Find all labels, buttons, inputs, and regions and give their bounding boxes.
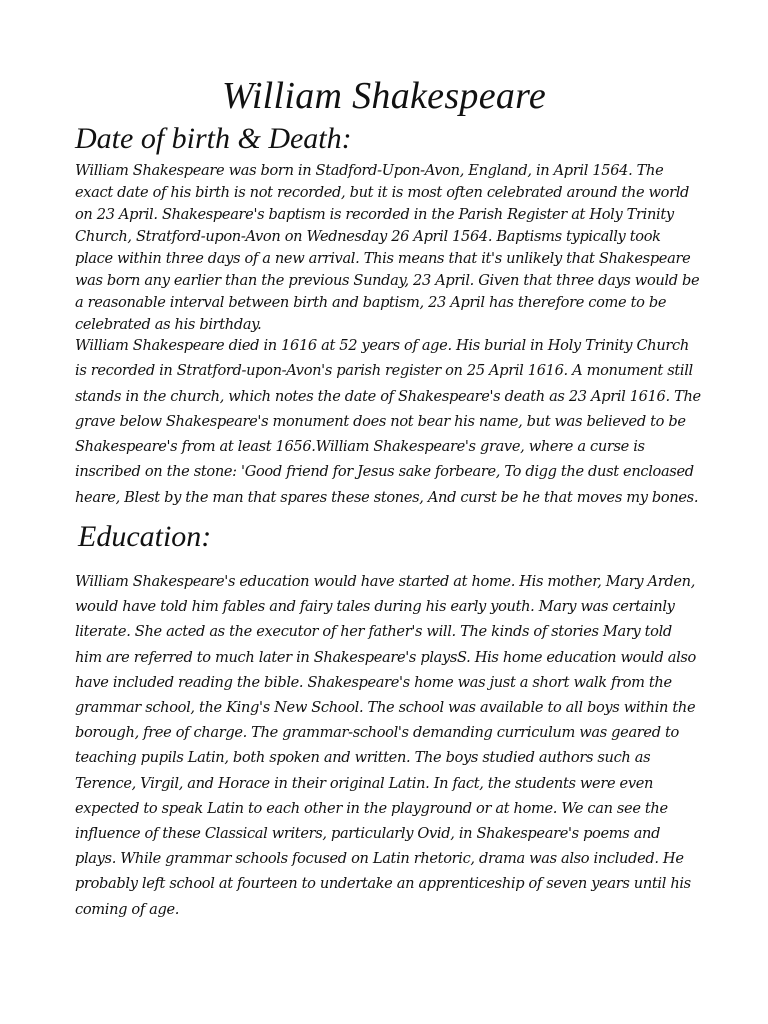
- page-title: William Shakespeare: [221, 75, 547, 117]
- paragraph-death: William Shakespeare died in 1616 at 52 years of age. His burial in Holy Trinity Church is recorded in Stratford-upon-Avon's parish register on 25 April 1616. A monument still stands in the church, which notes the date of Shakespeare's death as 23 April 1616. The grave below Shakespeare's monument does not bear his name, but was believed to be Shakespeare's from at least 1656.William Shakespeare's grave, where a curse is inscribed on the stone: 'Good friend for Jesus sake forbeare, To digg the dust encloased heare, Blest by the man that spares these stones, And curst be he that moves my bones.: [75, 337, 701, 506]
- paragraph-education: William Shakespeare's education would have started at home. His mother, Mary Arden, would have told him fables and fairy tales during his early youth. Mary was certainly literate. She acted as the executor of her father's will. The kinds of stories Mary told him are referred to much later in Shakespeare's playsS. His home education would also have included reading the bible. Shakespeare's home was just a short walk from the grammar school, the King's New School. The school was available to all boys within the borough, free of charge. The grammar-school's demanding curriculum was geared to teaching pupils Latin, both spoken and written. The boys studied authors such as Terence, Virgil, and Horace in their original Latin. In fact, the students were even expected to speak Latin to each other in the playground or at home. We can see the influence of these Classical writers, particularly Ovid, in Shakespeare's poems and plays. While grammar schools focused on Latin rhetoric, drama was also included. He probably left school at fourteen to undertake an apprenticeship of seven years until his coming of age.: [75, 573, 696, 918]
- paragraph-birth: William Shakespeare was born in Stadford-Upon-Avon, England, in April 1564. The exact date of his birth is not recorded, but it is most often celebrated around the world on 23 April. Shakespeare's baptism is recorded in the Parish Register at Holy Trinity Church, Stratford-upon-Avon on Wednesday 26 April 1564. Baptisms typically took place within three days of a new arrival. This means that it's unlikely that Shakespeare was born any earlier than the previous Sunday, 23 April. Given that three days would be a reasonable interval between birth and baptism, 23 April has therefore come to be celebrated as his birthday.: [75, 162, 700, 333]
- section-heading-education: Education:: [78, 520, 212, 553]
- section-heading-birth-death: Date of birth & Death:: [75, 122, 352, 155]
